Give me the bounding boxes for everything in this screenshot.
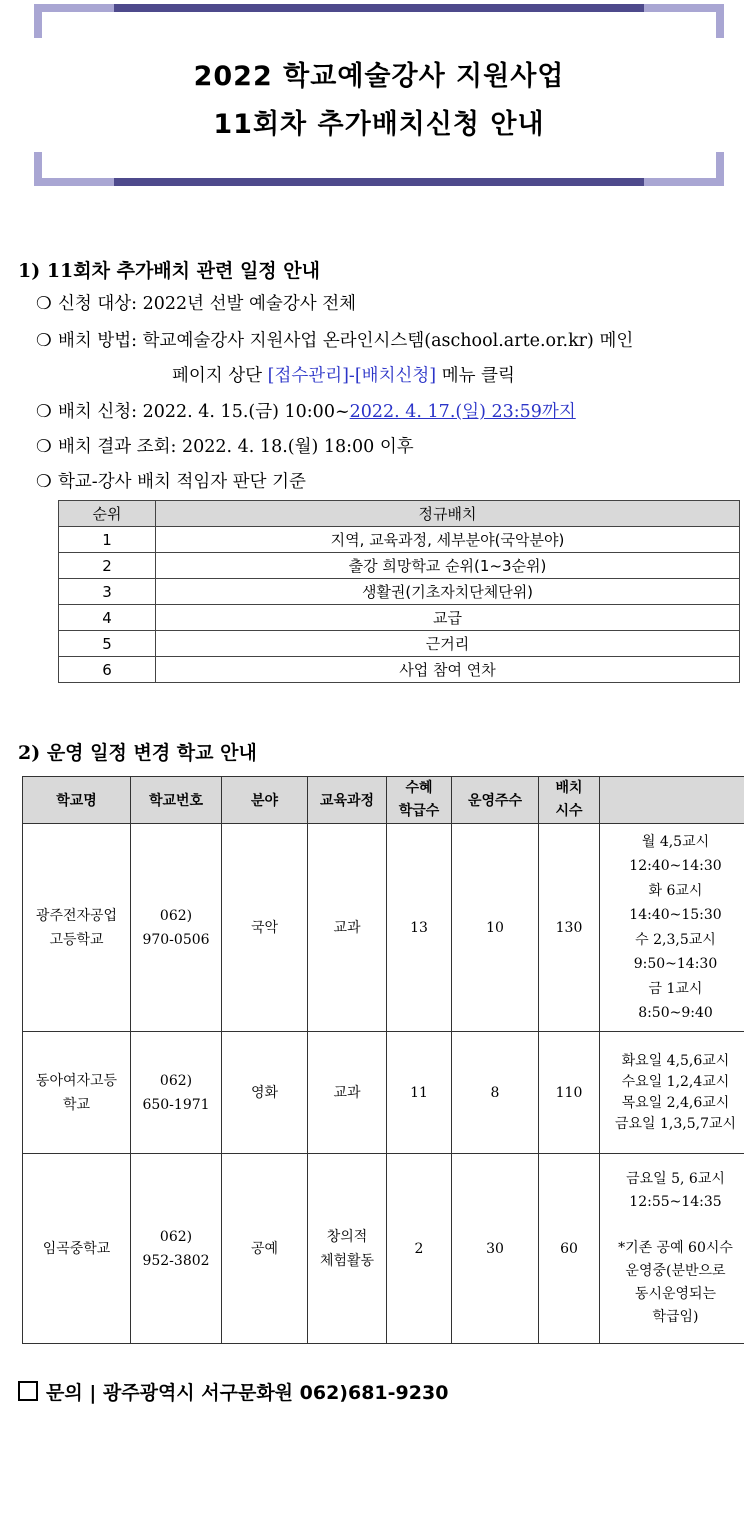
table-header-row [59, 501, 740, 527]
contact-text: 문의 | 광주광역시 서구문화원 062)681-9230 [46, 1382, 449, 1404]
note-cell: 월 4,5교시 12:40~14:30 화 6교시 14:40~15:30 수 2,3,5교시 9:50~14:30 금 1교시 8:50~9:40 [600, 824, 744, 1032]
banner-bottom-bar-right [644, 178, 724, 186]
banner-top-bar-left [34, 4, 114, 12]
bullet-criteria-text: 학교-강사 배치 적임자 판단 기준 [58, 472, 306, 492]
note-header [600, 777, 744, 824]
table-row [59, 605, 740, 631]
rank-cell: 1 [59, 527, 156, 553]
rank-cell: 3 [59, 579, 156, 605]
course-cell: 교과 [308, 1032, 387, 1154]
criteria-cell: 교급 [156, 605, 740, 631]
school-number-header: 학교번호 [131, 777, 222, 824]
classes-cell: 2 [387, 1154, 452, 1344]
title-line-2: 11회차 추가배치신청 안내 [213, 109, 545, 140]
bullet-method-text: 배치 방법: 학교예술강사 지원사업 온라인시스템(aschool.arte.or.kr) 메인 [58, 331, 634, 351]
bullet-target-text: 신청 대상: 2022년 선발 예술강사 전체 [58, 294, 357, 314]
rank-cell: 6 [59, 657, 156, 683]
bullet-apply-text: 배치 신청: 2022. 4. 15.(금) 10:00~ [58, 402, 350, 422]
bullet-circle-icon: ❍ [36, 294, 52, 314]
hours-cell: 110 [539, 1032, 600, 1154]
bullet-result [36, 433, 414, 458]
field-header: 분야 [222, 777, 308, 824]
note-cell: 금요일 5, 6교시 12:55~14:35 *기존 공예 60시수 운영중(분반으로 동시운영되는 학급임) [600, 1154, 744, 1344]
note-cell: 화요일 4,5,6교시 수요일 1,2,4교시 목요일 2,4,6교시 금요일 1,3,5,7교시 [600, 1032, 744, 1154]
banner-bottom-bar-left [34, 178, 114, 186]
weeks-header: 운영주수 [452, 777, 539, 824]
menu-path-link[interactable]: [접수관리]-[배치신청] [267, 366, 437, 386]
rank-cell: 2 [59, 553, 156, 579]
title-line-1: 2022 학교예술강사 지원사업 [193, 61, 565, 92]
classes-cell: 13 [387, 824, 452, 1032]
criteria-cell: 출강 희망학교 순위(1~3순위) [156, 553, 740, 579]
method-cont-pre: 페이지 상단 [172, 366, 268, 386]
apply-deadline-link[interactable]: 2022. 4. 17.(일) 23:59까지 [349, 402, 576, 422]
bullet-circle-icon: ❍ [36, 472, 52, 492]
bullet-circle-icon: ❍ [36, 402, 52, 422]
banner-bottom-bar-center [114, 178, 644, 186]
field-cell: 국악 [222, 824, 308, 1032]
weeks-cell: 10 [452, 824, 539, 1032]
section2-heading: 2) 운영 일정 변경 학교 안내 [18, 742, 257, 764]
school-name-header: 학교명 [23, 777, 131, 824]
checkbox-square-icon [18, 1381, 38, 1401]
table-row [59, 527, 740, 553]
school-name-cell: 동아여자고등 학교 [23, 1032, 131, 1154]
phone-cell: 062) 970-0506 [131, 824, 222, 1032]
classes-header: 수혜 학급수 [387, 777, 452, 824]
criteria-cell: 지역, 교육과정, 세부분야(국악분야) [156, 527, 740, 553]
bullet-method-continued [172, 362, 515, 387]
placement-header: 정규배치 [156, 501, 740, 527]
table-row [59, 579, 740, 605]
table-header-row [23, 777, 744, 824]
criteria-cell: 근거리 [156, 631, 740, 657]
method-cont-post: 메뉴 클릭 [436, 366, 515, 386]
school-name-cell: 광주전자공업 고등학교 [23, 824, 131, 1032]
banner-corner-tr [716, 4, 724, 38]
table-row [23, 1032, 744, 1154]
course-cell: 창의적 체험활동 [308, 1154, 387, 1344]
field-cell: 영화 [222, 1032, 308, 1154]
criteria-cell: 생활권(기초자치단체단위) [156, 579, 740, 605]
course-header: 교육과정 [308, 777, 387, 824]
bullet-circle-icon: ❍ [36, 331, 52, 351]
rank-header: 순위 [59, 501, 156, 527]
table-row [23, 1154, 744, 1344]
hours-header: 배치 시수 [539, 777, 600, 824]
banner-corner-tl [34, 4, 42, 38]
hours-cell: 60 [539, 1154, 600, 1344]
criteria-cell: 사업 참여 연차 [156, 657, 740, 683]
rank-cell: 4 [59, 605, 156, 631]
bullet-apply [36, 398, 576, 423]
bullet-method [36, 327, 633, 352]
banner-top-bar-center [114, 4, 644, 12]
bullet-target [36, 290, 356, 315]
banner-top-bar-right [644, 4, 724, 12]
phone-cell: 062) 952-3802 [131, 1154, 222, 1344]
table-row [23, 824, 744, 1032]
weeks-cell: 8 [452, 1032, 539, 1154]
bullet-circle-icon: ❍ [36, 437, 52, 457]
course-cell: 교과 [308, 824, 387, 1032]
table-row [59, 657, 740, 683]
contact-footer [18, 1378, 448, 1405]
bullet-criteria [36, 468, 306, 493]
hours-cell: 130 [539, 824, 600, 1032]
field-cell: 공예 [222, 1154, 308, 1344]
classes-cell: 11 [387, 1032, 452, 1154]
title-banner [34, 4, 724, 186]
table-row [59, 553, 740, 579]
phone-cell: 062) 650-1971 [131, 1032, 222, 1154]
schedule-table [22, 776, 744, 1344]
school-name-cell: 임곡중학교 [23, 1154, 131, 1344]
rank-cell: 5 [59, 631, 156, 657]
section1-heading: 1) 11회차 추가배치 관련 일정 안내 [18, 260, 320, 282]
ranking-table [58, 500, 740, 683]
bullet-result-text: 배치 결과 조회: 2022. 4. 18.(월) 18:00 이후 [58, 437, 414, 457]
weeks-cell: 30 [452, 1154, 539, 1344]
table-row [59, 631, 740, 657]
